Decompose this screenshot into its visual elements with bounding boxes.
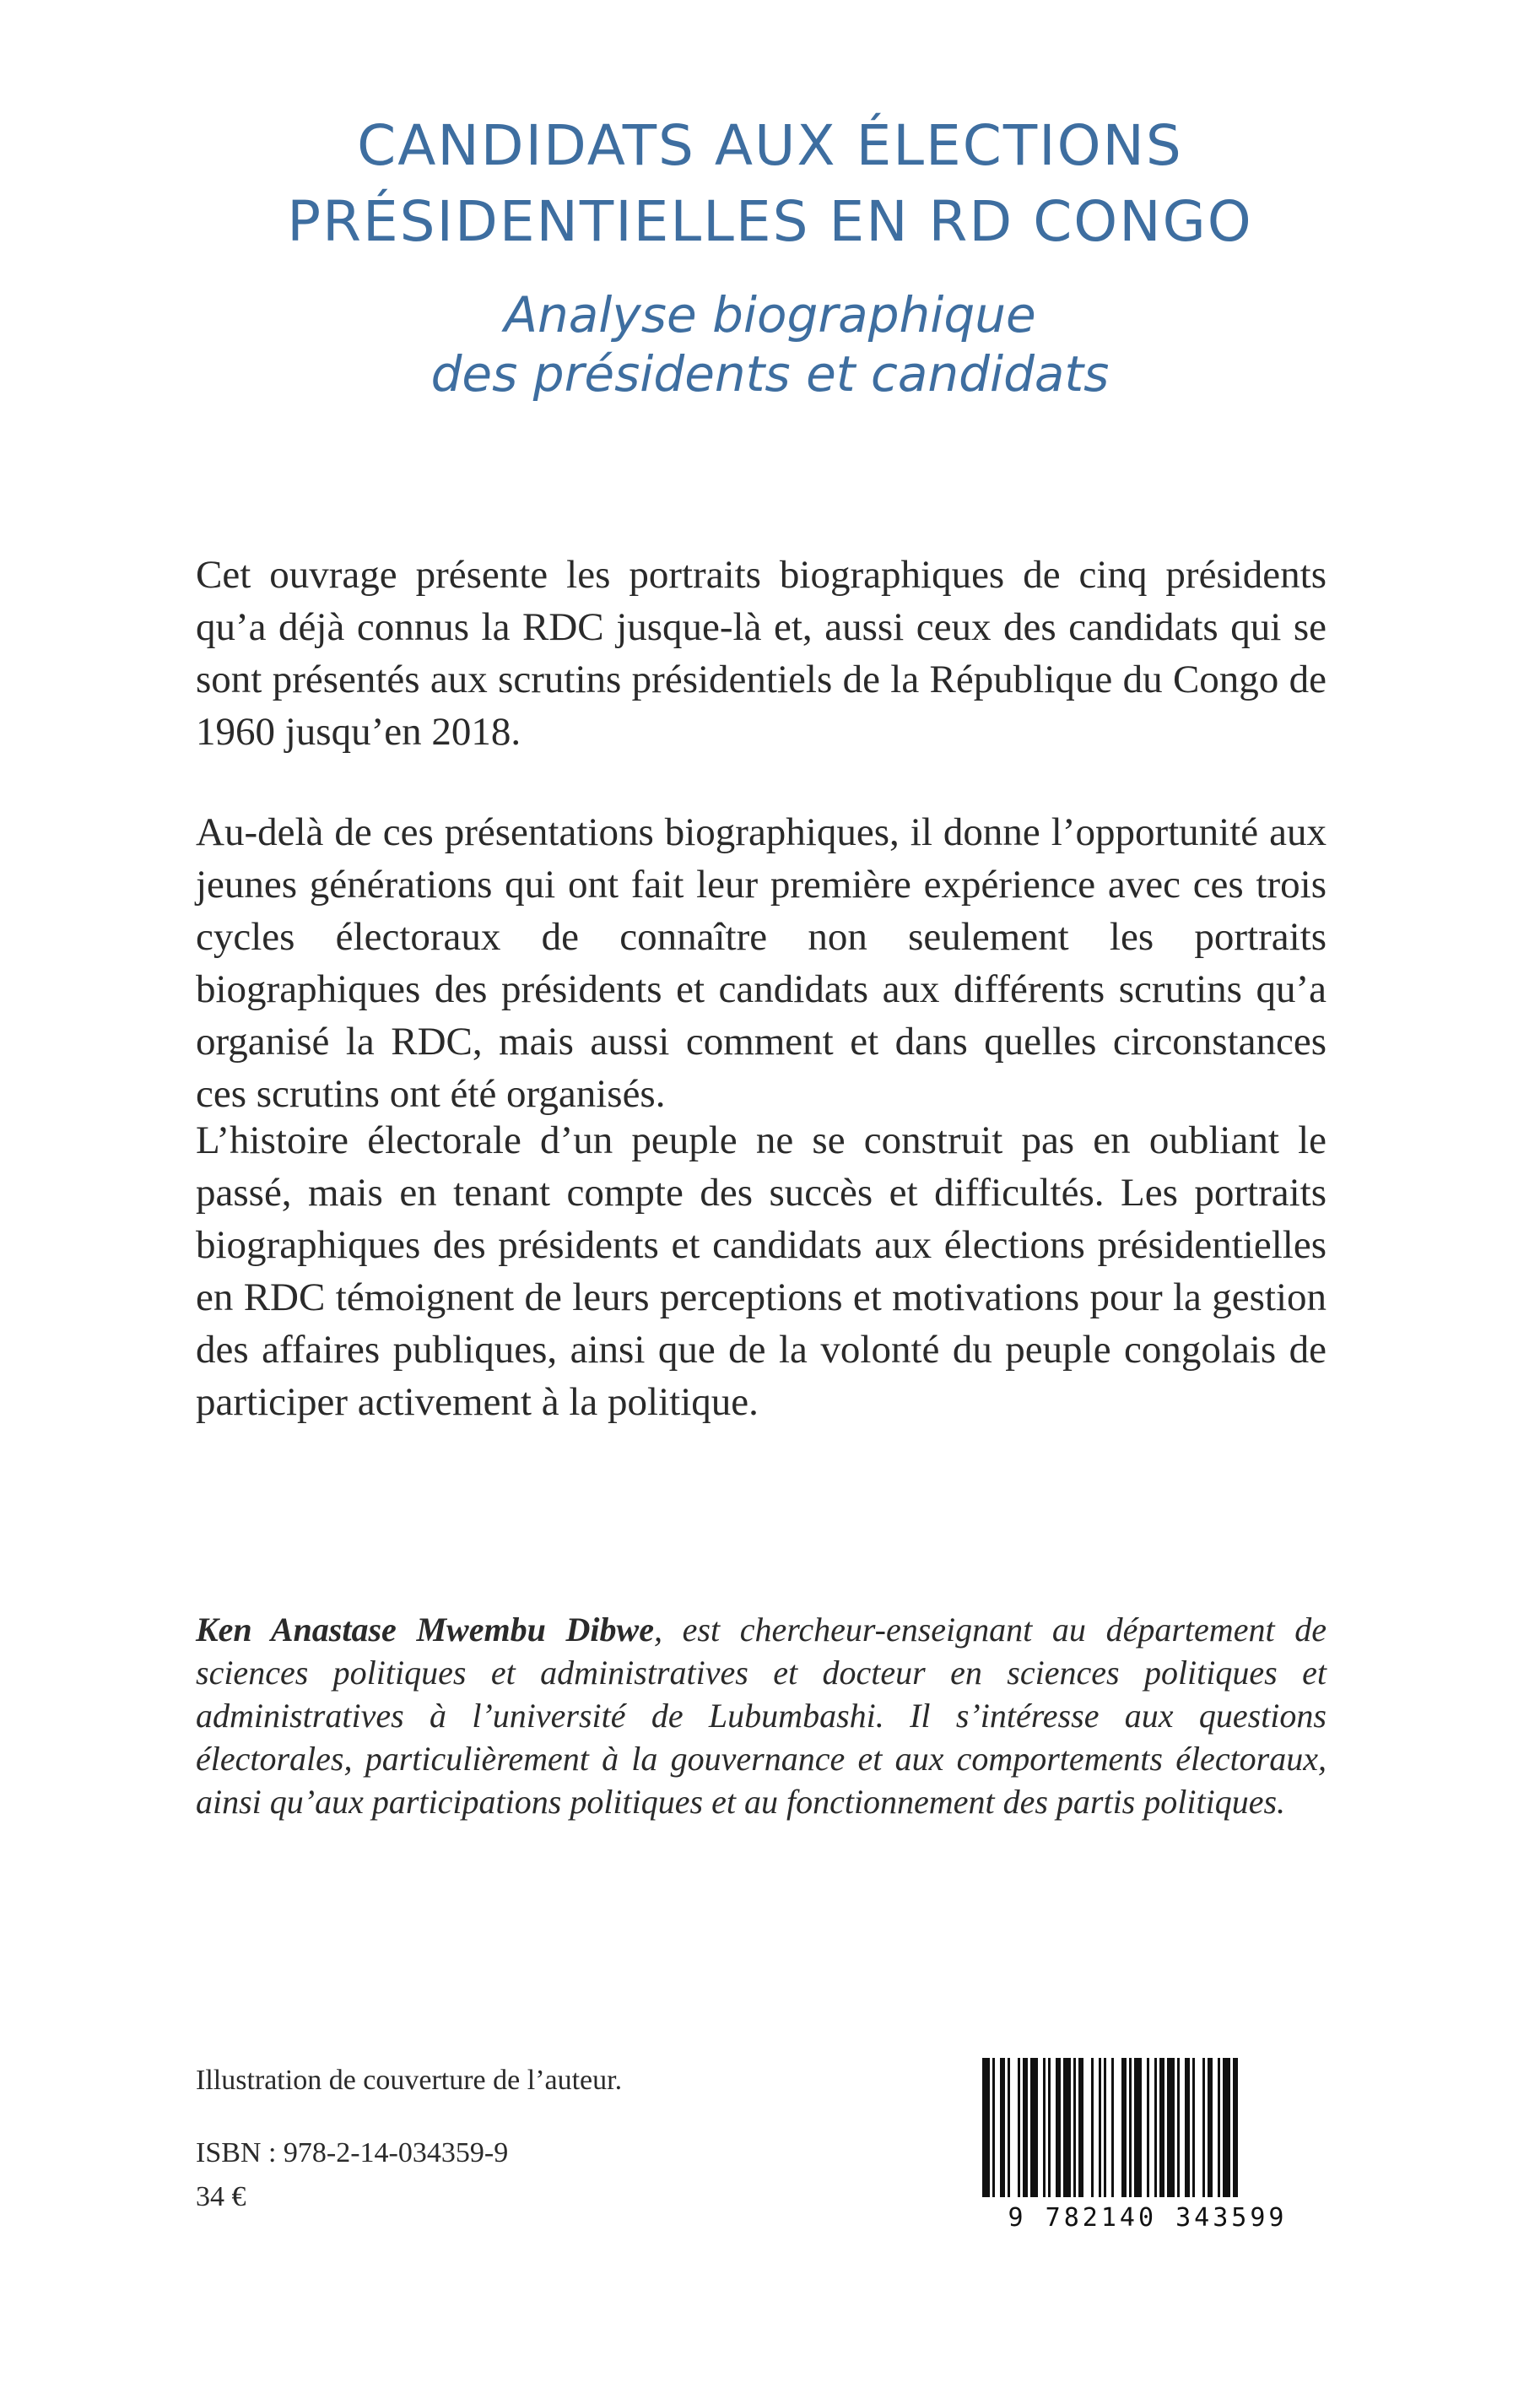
barcode-bar <box>1208 2058 1213 2197</box>
author-name: Ken Anastase Mwembu Dibwe <box>196 1611 654 1649</box>
barcode-bar <box>1043 2058 1046 2197</box>
barcode-bar <box>1121 2058 1127 2197</box>
barcode-bar <box>1111 2058 1114 2197</box>
price: 34 € <box>196 2181 246 2212</box>
barcode-bar <box>1018 2058 1020 2197</box>
barcode-bar <box>1159 2058 1164 2197</box>
barcode-bar <box>992 2058 995 2197</box>
barcode-bar <box>1099 2058 1101 2197</box>
barcode-bar <box>1030 2058 1038 2197</box>
barcode-bar <box>1048 2058 1051 2197</box>
barcode-bar <box>1233 2058 1238 2197</box>
isbn-number: ISBN : 978-2-14-034359-9 <box>196 2137 509 2168</box>
summary-paragraph-3: L’histoire électorale d’un peuple ne se construit pas en oubliant le passé, mais en tenant compte des succès et difficultés. Les portraits biographiques des présidents et candidats aux élections présidentielles en RDC témoignent de leurs perceptions et motivations pour la gestion des affaires publiques, ainsi que de la volonté du peuple congolais de participer activement à la politique. <box>196 1118 1327 1424</box>
summary-paragraph-2: Au-delà de ces présentations biographiques, il donne l’opportunité aux jeunes générations qui ont fait leur première expérience avec ces trois cycles électoraux de connaître non seulement les portraits biographiques des présidents et candidats aux différents scrutins qu’a organisé la RDC, mais aussi comment et dans quelles circonstances ces scrutins ont été organisés. <box>196 810 1327 1116</box>
barcode-bar <box>1202 2058 1205 2197</box>
barcode-bar <box>1073 2058 1076 2197</box>
barcode-bar <box>1192 2058 1195 2197</box>
book-title <box>0 108 1540 260</box>
barcode-bar <box>1134 2058 1142 2197</box>
barcode-bar <box>1023 2058 1028 2197</box>
barcode-bar <box>1147 2058 1149 2197</box>
barcode-digits: 9 782140 343599 <box>1008 2203 1288 2233</box>
barcode-bar <box>1104 2058 1106 2197</box>
barcode-bar <box>1185 2058 1190 2197</box>
title-line-2: PRÉSIDENTIELLES EN RD CONGO <box>287 189 1253 254</box>
barcode-bars <box>982 2058 1238 2197</box>
barcode-bar <box>1078 2058 1083 2197</box>
barcode-bar <box>982 2058 990 2197</box>
book-subtitle <box>0 285 1540 403</box>
barcode-bar <box>1129 2058 1132 2197</box>
barcode-bar <box>1167 2058 1175 2197</box>
barcode-bar <box>1154 2058 1157 2197</box>
barcode-bar <box>1063 2058 1071 2197</box>
author-bio-text: , est chercheur-enseignant au département de sciences politiques et administratives et docteur en sciences politiques et administratives à l’université de Lubumbashi. Il s’intéresse aux questions électorales, particulièrement à la gouvernance et aux comportements électoraux, ainsi qu’aux participations politiques et au fonctionnement des partis politiques. <box>196 1611 1327 1821</box>
barcode-bar <box>1218 2058 1220 2197</box>
summary-paragraph-1: Cet ouvrage présente les portraits biographiques de cinq présidents qu’a déjà connus la RDC jusque-là et, aussi ceux des candidats qui se sont présentés aux scrutins présidentiels de la République du Congo de 1960 jusqu’en 2018. <box>196 553 1327 754</box>
barcode-bar <box>1091 2058 1094 2197</box>
title-line-1: CANDIDATS AUX ÉLECTIONS <box>357 113 1183 178</box>
barcode-bar <box>1000 2058 1005 2197</box>
barcode-bar <box>1008 2058 1010 2197</box>
subtitle-line-1: Analyse biographique <box>504 286 1036 344</box>
barcode-bar <box>1223 2058 1230 2197</box>
subtitle-line-2: des présidents et candidats <box>430 345 1110 403</box>
author-bio <box>196 1608 1327 1823</box>
barcode-bar <box>1177 2058 1180 2197</box>
barcode <box>970 2051 1325 2233</box>
barcode-bar <box>1056 2058 1061 2197</box>
illustration-credit: Illustration de couverture de l’auteur. <box>196 2065 623 2096</box>
